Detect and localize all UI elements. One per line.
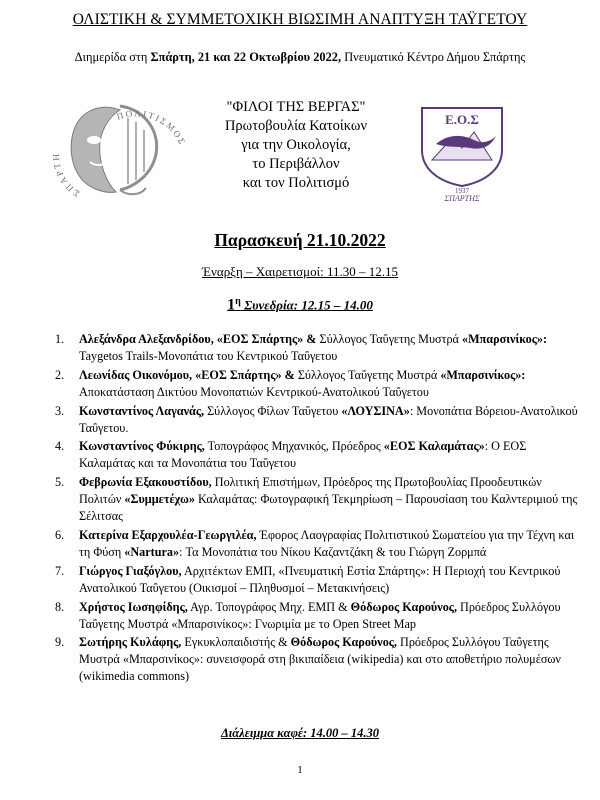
speaker-list (55, 331, 580, 687)
speaker-affiliation: Σύλλογος Ταΰγετης Μυστρά (294, 367, 441, 382)
list-item (55, 634, 580, 685)
list-item (55, 331, 580, 365)
item-number: 4. (55, 439, 65, 454)
talk-title: Αποκατάσταση Δικτύου Μονοπατιών Κεντρικού-Ανατολικού Ταΰγετου (79, 384, 429, 399)
organizer-block (196, 98, 396, 193)
list-item (55, 438, 580, 472)
speaker-affiliation-bold: Θόδωρος Καρούνος, (290, 635, 397, 650)
speaker-affiliation: Αγρ. Τοπογράφος Μηχ. ΕΜΠ & (187, 599, 351, 614)
talk-title: Καλαμάτας: Φωτογραφική Τεκμηρίωση – Παρουσίαση του Καλντεριμιού της Σέλιτσας (79, 492, 578, 524)
speaker-name: Χρήστος Ιωσηφίδης, (79, 599, 188, 614)
speaker-affiliation: Πολιτική Επιστήμων, Πρόεδρος της Πρωτοβουλίας Προοδευτικών Πολιτών (79, 475, 542, 507)
event-subtitle (0, 50, 600, 65)
talk-title: : Η Περιοχή του Κεντρικού Ανατολικού Ταΰγετου (Οικισμοί – Πληθυσμοί – Μετακινήσεις) (79, 563, 561, 595)
talk-title: Taygetos Trails-Μονοπάτια του Κεντρικού Ταΰγετου (79, 348, 338, 363)
speaker-name: Κωνσταντίνος Λαγανάς, (79, 403, 205, 418)
item-number: 5. (55, 475, 65, 490)
item-number: 1. (55, 332, 65, 346)
subtitle-post: Πνευματικό Κέντρο Δήμου Σπάρτης (341, 50, 526, 64)
list-item (55, 474, 580, 525)
subtitle-bold: Σπάρτη, 21 και 22 Οκτωβρίου 2022, (150, 50, 342, 64)
speaker-name: Λεωνίδας Οικονόμου, «ΕΟΣ Σπάρτης» & (79, 367, 295, 382)
item-number: 8. (55, 599, 65, 614)
speaker-name: Κωνσταντίνος Φύκιρης, (79, 439, 205, 454)
item-number: 9. (55, 635, 65, 650)
speaker-affiliation: Σύλλογος Ταΰγετης Μυστρά (316, 332, 462, 346)
page-number: 1 (297, 764, 303, 776)
opening-time: Έναρξη – Χαιρετισμοί: 11.30 – 12.15 (201, 264, 398, 279)
speaker-affiliation: Έφορος Λαογραφίας Πολιτιστικού Σωματείου για την Τέχνη και τη Φύση (79, 527, 575, 559)
logo-eos-city: ΣΠΑΡΤΗΣ (444, 194, 480, 202)
org-line: το Περιβάλλον (252, 156, 340, 172)
day-title: Παρασκευή 21.10.2022 (214, 230, 386, 250)
talk-title: : Ο ΕΟΣ Καλαμάτας και τα Μονοπάτια του Ταΰγετου (79, 439, 527, 471)
item-number: 7. (55, 563, 65, 578)
session-time: Συνεδρία: 12.15 – 14.00 (240, 297, 373, 313)
logo-text-bottom: ΠΟΛΙΤΙΣΜΟΣ (115, 108, 189, 148)
speaker-affiliation: Σύλλογος Φίλων Ταΰγετου (204, 403, 342, 418)
org-line: για την Οικολογία, (241, 137, 351, 153)
speaker-affiliation: Εγκυκλοπαιδιστής & (181, 635, 291, 650)
list-item (55, 527, 580, 561)
talk-title: : Μονοπάτια Βόρειου-Ανατολικού Ταΰγετου. (79, 403, 578, 435)
subtitle-pre: Διημερίδα στη (74, 50, 151, 64)
document-title: ΟΛΙΣΤΙΚΗ & ΣΥΜΜΕΤΟΧΙΚΗ ΒΙΩΣΙΜΗ ΑΝΑΠΤΥΞΗ ΤΑΫΓΕΤΟΥ (72, 11, 528, 28)
logo-text-top: ΣΠΑΡΤΗ (51, 152, 82, 199)
talk-title: Πρόεδρος Συλλόγου Ταΰγετης Μυστρά «Μπαρσινίκος»: Γνωριμία με το Open Street Map (79, 599, 561, 631)
speaker-name: Γιώργος Γιαξόγλου, (79, 563, 182, 578)
item-number: 2. (55, 367, 65, 382)
speaker-affiliation: Αρχιτέκτων ΕΜΠ, «Πνευματική Εστία Σπάρτης» (181, 563, 427, 578)
speaker-affiliation-bold: «Συμμετέχω» (124, 492, 195, 507)
speaker-name: Κατερίνα Εξαρχουλέα-Γεωργιλέα, (79, 527, 257, 542)
talk-title: : Τα Μονοπάτια του Νίκου Καζαντζάκη & του Γιώργη Ζορμπά (179, 544, 487, 559)
speaker-affiliation-bold: «ΛΟΥΣΙΝΑ» (341, 403, 410, 418)
speaker-affiliation-bold: «Nartura» (124, 544, 180, 559)
org-line: Πρωτοβουλία Κατοίκων (224, 118, 368, 134)
speaker-name: Σωτήρης Κυλάφης, (79, 635, 182, 650)
speaker-affiliation-bold: «ΕΟΣ Καλαμάτας» (383, 439, 485, 454)
list-item (55, 367, 580, 401)
speaker-affiliation-bold: Θόδωρος Καρούνος, (350, 599, 457, 614)
speaker-name: Αλεξάνδρα Αλεξανδρίδου, «ΕΟΣ Σπάρτης» & (79, 332, 317, 346)
talk-title: Πρόεδρος Συλλόγου Ταΰγετης Μυστρά «Μπαρσινίκος»: συνεισφορά στη βικιπαίδεια (wikipedia) και στο αποθετήριο πολυμέσων (wikimedia commons) (79, 635, 561, 684)
coffee-break: Διάλειμμα καφέ: 14.00 – 14.30 (220, 726, 380, 740)
session-ordinal: 1 (227, 296, 236, 314)
item-number: 6. (55, 527, 65, 542)
list-item (55, 563, 580, 597)
sparti-politismos-logo (28, 92, 198, 210)
eos-spartis-logo (418, 104, 506, 202)
speaker-affiliation-bold: «Μπαρσινίκος»: (440, 367, 526, 382)
org-line: "ΦΙΛΟΙ ΤΗΣ ΒΕΡΓΑΣ" (226, 99, 366, 115)
list-item (55, 599, 580, 633)
speaker-name: Φεβρωνία Εξακουστίδου, (79, 475, 212, 490)
speaker-affiliation: Τοπογράφος Μηχανικός, Πρόεδρος (204, 439, 384, 454)
session-sup: η (235, 296, 241, 307)
logo-eos-year: 1937 (455, 187, 469, 195)
session-title (0, 296, 600, 314)
speaker-affiliation-bold: «Μπαρσινίκος»: (462, 332, 548, 346)
logo-eos-title: Ε.Ο.Σ (445, 112, 479, 127)
list-item (55, 403, 580, 437)
org-line: και τον Πολιτισμό (242, 175, 350, 191)
item-number: 3. (55, 403, 65, 418)
